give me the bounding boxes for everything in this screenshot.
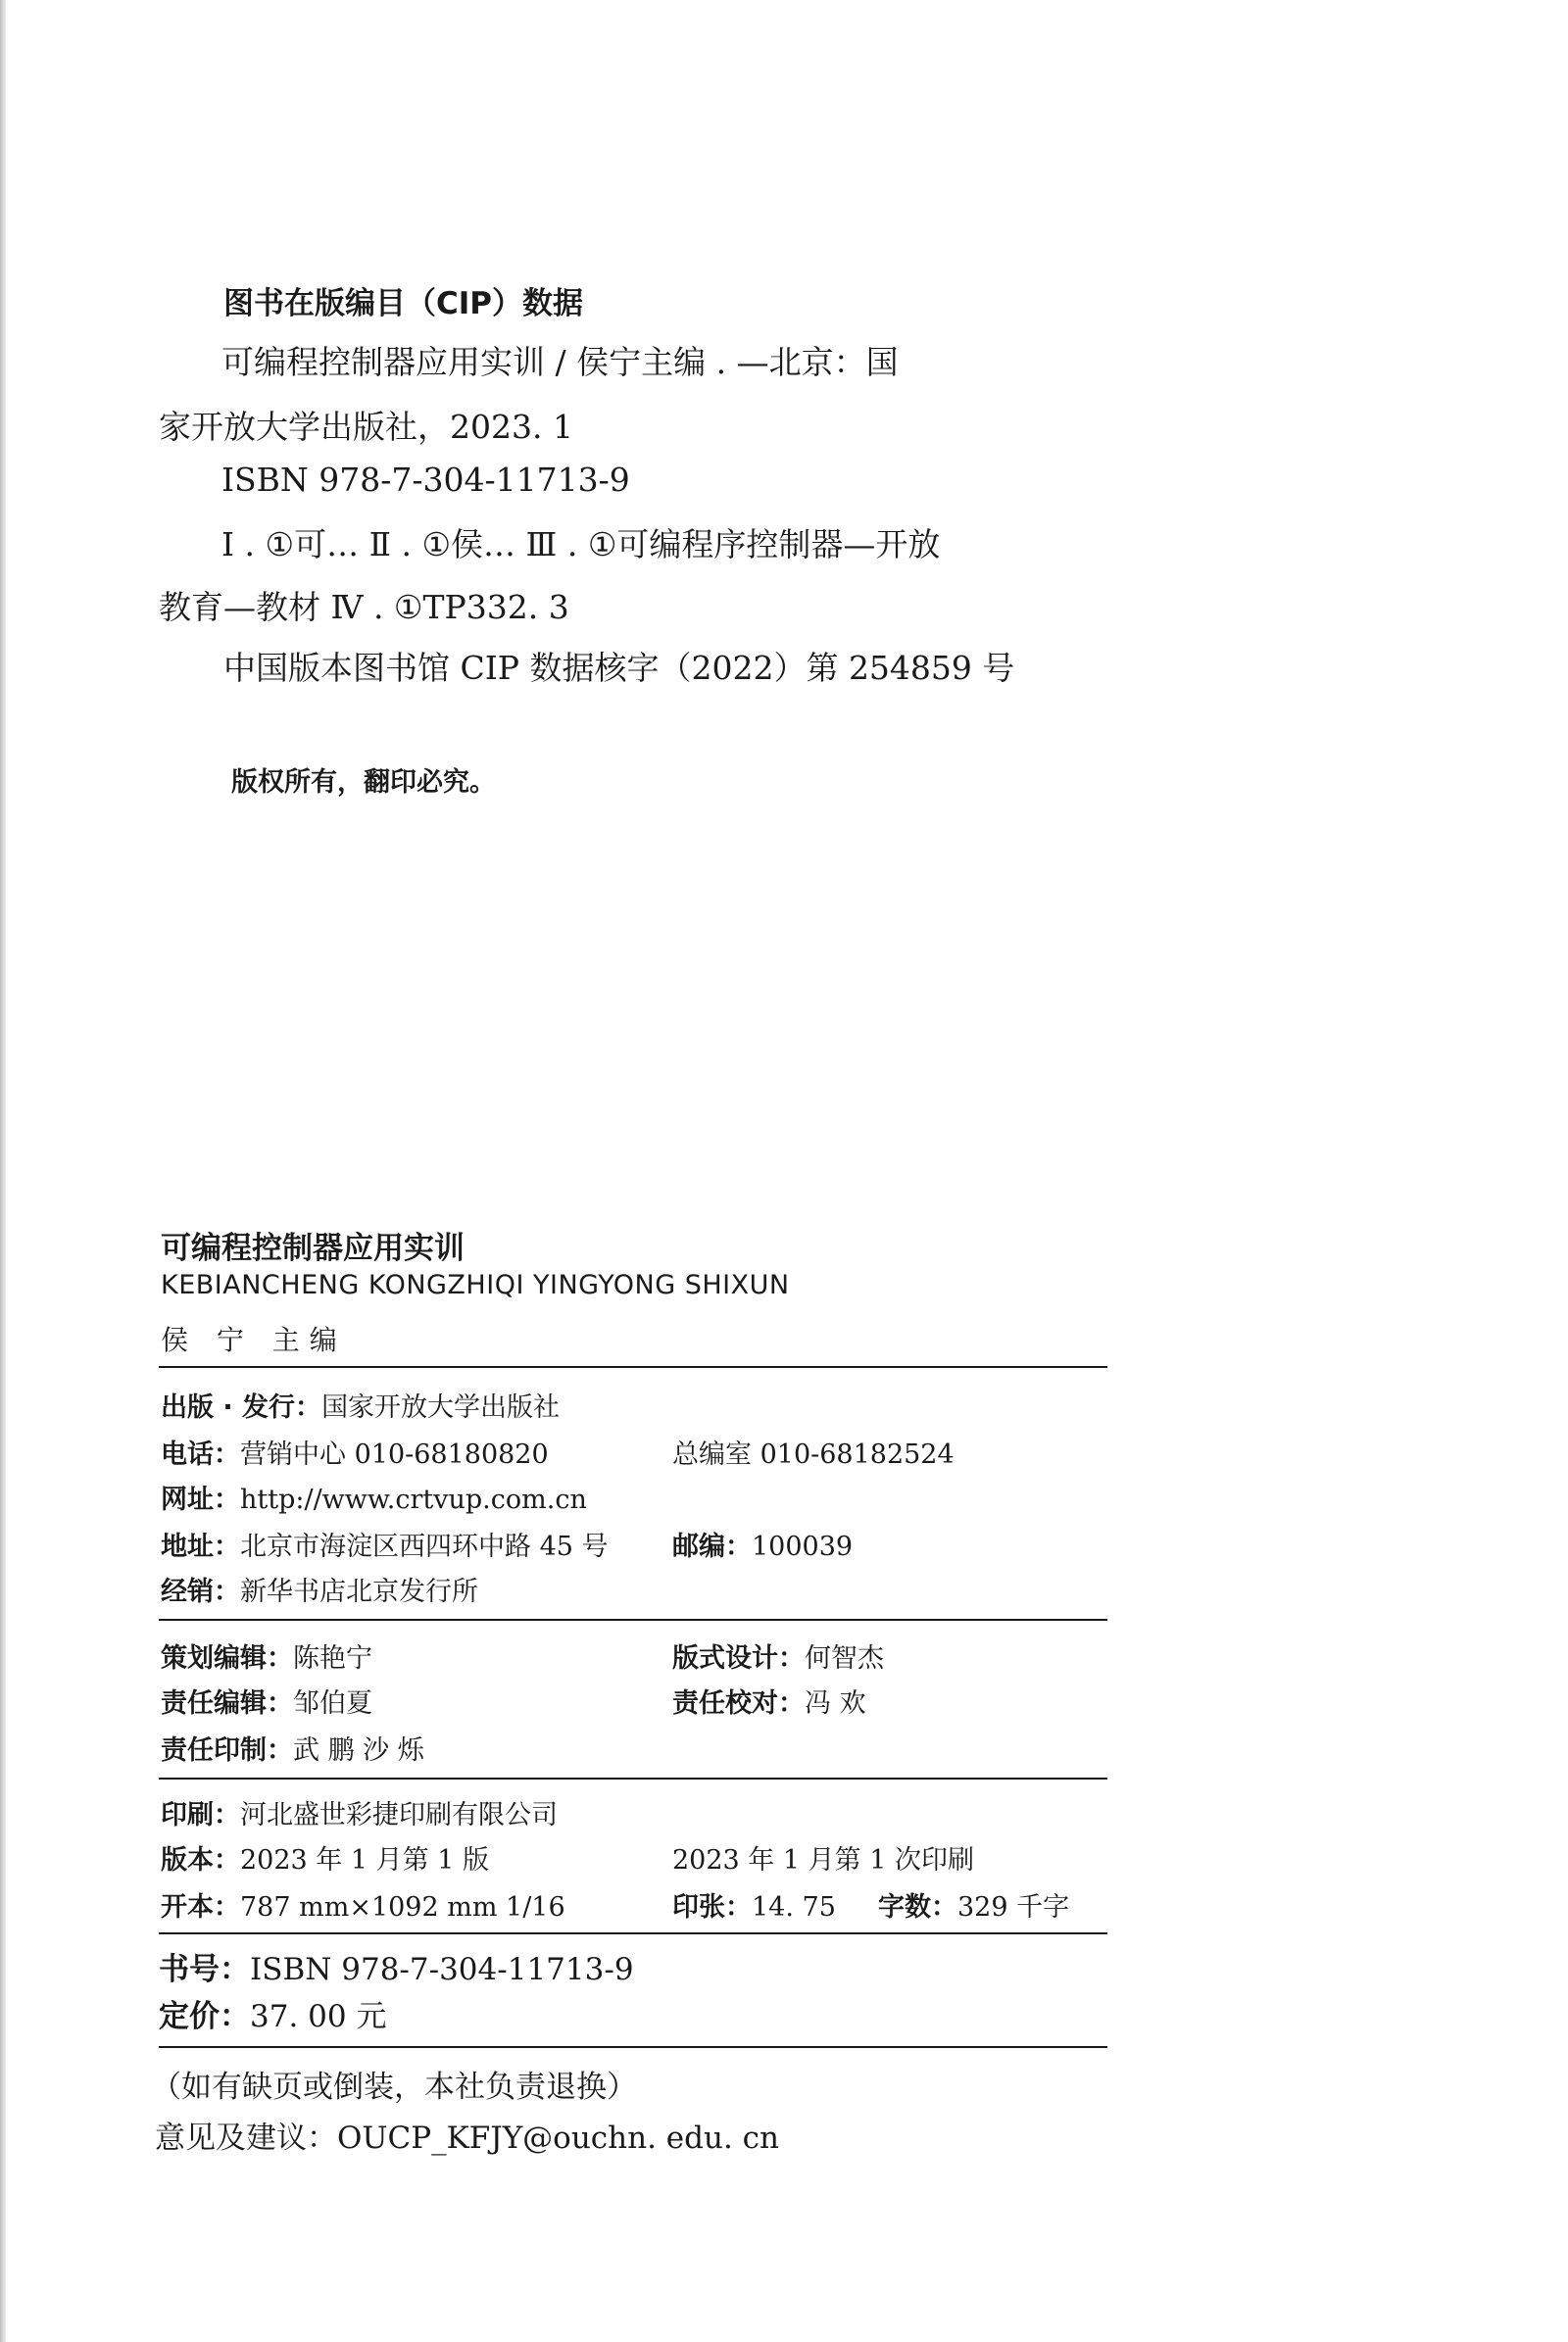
isbn-value: ISBN 978-7-304-11713-9: [250, 1952, 634, 1987]
divider: [159, 1366, 1107, 1368]
website-row: [161, 1478, 587, 1516]
edition-label: 版本：: [161, 1845, 240, 1876]
edition-row: [161, 1838, 489, 1877]
layout-design-label: 版式设计：: [672, 1643, 805, 1674]
printer-row: [161, 1793, 558, 1831]
office-phone: 总编室 010-68182524: [672, 1439, 955, 1470]
word-count-label: 字数：: [878, 1892, 957, 1923]
address-value: 北京市海淀区西四环中路 45 号: [240, 1532, 609, 1562]
zip-value: 100039: [752, 1532, 854, 1562]
printer-label: 印刷：: [161, 1800, 240, 1830]
phone-label: 电话：: [161, 1439, 240, 1470]
print-manager-label: 责任印制：: [161, 1735, 293, 1766]
format-value: 787 mm×1092 mm 1/16: [240, 1892, 565, 1923]
copyright-notice: 版权所有，翻印必究。: [231, 767, 496, 798]
sheets-row: [672, 1885, 836, 1924]
word-count-row: [878, 1885, 1069, 1924]
planning-editor-value: 陈艳宁: [293, 1643, 372, 1674]
cip-record-number: 中国版本图书馆 CIP 数据核字（2022）第 254859 号: [223, 649, 1015, 687]
website-value: http://www.crtvup.com.cn: [240, 1485, 587, 1515]
isbn-label: 书号：: [159, 1952, 250, 1987]
website-label: 网址：: [161, 1485, 240, 1515]
divider: [159, 1619, 1107, 1621]
responsible-editor-row: [161, 1682, 372, 1720]
zip-label: 邮编：: [672, 1532, 752, 1562]
publisher-value: 国家开放大学出版社: [321, 1392, 561, 1423]
distributor-value: 新华书店北京发行所: [240, 1577, 478, 1607]
impression-value: 2023 年 1 月第 1 次印刷: [672, 1845, 974, 1876]
return-policy-note: （如有缺页或倒装，本社负责退换）: [151, 2070, 637, 2105]
address-label: 地址：: [161, 1532, 240, 1562]
planning-editor-row: [161, 1636, 372, 1675]
printer-value: 河北盛世彩捷印刷有限公司: [240, 1800, 558, 1830]
distributor-label: 经销：: [161, 1577, 240, 1607]
edition-value: 2023 年 1 月第 1 版: [240, 1845, 489, 1876]
cip-isbn: ISBN 978-7-304-11713-9: [221, 461, 630, 499]
cip-classification-1: Ⅰ . ①可… Ⅱ . ①侯… Ⅲ . ①可编程序控制器—开放: [221, 525, 941, 563]
book-pinyin-title: KEBIANCHENG KONGZHIQI YINGYONG SHIXUN: [161, 1270, 790, 1300]
print-manager-row: [161, 1729, 424, 1767]
phone-value: 营销中心 010-68180820: [240, 1439, 549, 1470]
publisher-label: 出版 · 发行：: [161, 1392, 322, 1423]
cip-classification-2: 教育—教材 Ⅳ . ①TP332. 3: [159, 588, 569, 626]
word-count-value: 329 千字: [957, 1892, 1070, 1923]
cip-line-1: 可编程控制器应用实训 / 侯宁主编 . —北京：国: [221, 343, 899, 381]
layout-design-row: [672, 1636, 884, 1675]
responsible-editor-label: 责任编辑：: [161, 1688, 293, 1719]
divider: [159, 1932, 1107, 1934]
cip-line-2: 家开放大学出版社，2023. 1: [159, 408, 573, 446]
proofreader-label: 责任校对：: [672, 1688, 805, 1719]
format-label: 开本：: [161, 1892, 240, 1923]
price-label: 定价：: [159, 1999, 250, 2034]
address-row: [161, 1525, 609, 1563]
book-title: 可编程控制器应用实训: [161, 1231, 465, 1266]
isbn-row: [159, 1944, 634, 1988]
publisher-row: [161, 1386, 560, 1424]
zip-row: [672, 1525, 853, 1563]
price-row: [159, 1991, 386, 2035]
sheets-value: 14. 75: [752, 1892, 836, 1923]
print-manager-value: 武 鹏 沙 烁: [293, 1735, 424, 1766]
proofreader-row: [672, 1682, 866, 1720]
divider: [159, 2046, 1107, 2048]
sheets-label: 印张：: [672, 1892, 752, 1923]
book-editor: 侯 宁 主编: [161, 1324, 347, 1356]
price-value: 37. 00 元: [250, 1999, 387, 2034]
feedback-email: 意见及建议：OUCP_KFJY@ouchn. edu. cn: [155, 2121, 779, 2156]
responsible-editor-value: 邹伯夏: [293, 1688, 372, 1719]
format-row: [161, 1885, 565, 1924]
divider: [159, 1778, 1107, 1780]
layout-design-value: 何智杰: [805, 1643, 884, 1674]
distributor-row: [161, 1570, 478, 1608]
proofreader-value: 冯 欢: [805, 1688, 866, 1719]
page-edge-shadow: [0, 0, 6, 2342]
cip-title: 图书在版编目（CIP）数据: [223, 286, 584, 321]
planning-editor-label: 策划编辑：: [161, 1643, 293, 1674]
phone-row: [161, 1433, 549, 1471]
